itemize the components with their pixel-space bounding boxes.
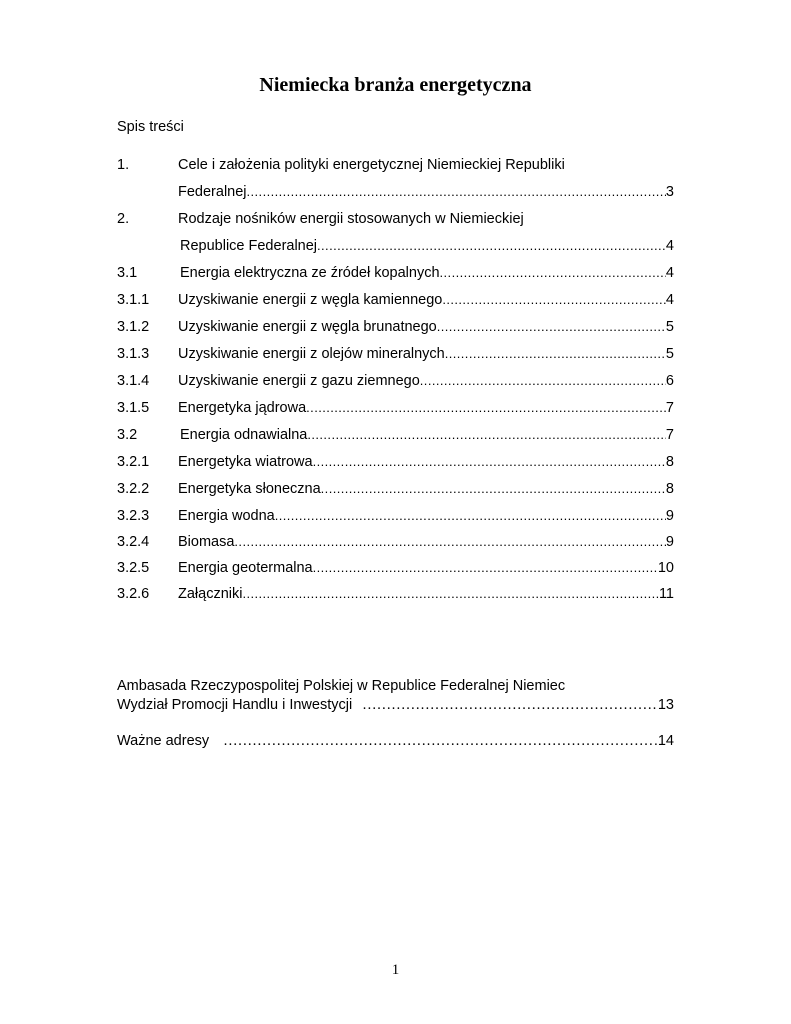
toc-entry[interactable] bbox=[117, 532, 674, 552]
toc-entry-page: 6 bbox=[665, 373, 674, 389]
embassy-section[interactable] bbox=[117, 677, 674, 715]
toc-entry[interactable] bbox=[117, 398, 674, 418]
toc-entry-title: Federalnej bbox=[178, 184, 247, 200]
toc-entry-page: 4 bbox=[665, 265, 674, 281]
toc-heading: Spis treści bbox=[117, 119, 184, 135]
toc-entry[interactable] bbox=[117, 452, 674, 472]
toc-entry-page: 11 bbox=[658, 586, 674, 602]
toc-entry-title: Republice Federalnej bbox=[180, 238, 318, 254]
toc-entry-continuation[interactable] bbox=[117, 182, 674, 202]
toc-entry[interactable] bbox=[117, 558, 674, 578]
toc-entry-number: 3.1.2 bbox=[117, 319, 150, 335]
toc-entry-number: 3.2.4 bbox=[117, 534, 150, 550]
leader-dots bbox=[313, 452, 666, 472]
toc-entry-page: 7 bbox=[665, 427, 674, 443]
toc-entry-title: Uzyskiwanie energii z olejów mineralnych bbox=[178, 346, 445, 362]
embassy-department: Wydział Promocji Handlu i Inwestycji bbox=[117, 697, 353, 713]
toc-entry-page: 8 bbox=[665, 481, 674, 497]
toc-entry[interactable] bbox=[117, 344, 674, 364]
leader-dots bbox=[306, 398, 666, 418]
toc-entry-number: 3.1.5 bbox=[117, 400, 150, 416]
toc-entry-page: 8 bbox=[665, 454, 674, 470]
leader-dots bbox=[275, 506, 666, 526]
leader-dots bbox=[209, 732, 654, 751]
leader-dots bbox=[442, 290, 666, 310]
toc-entry-number: 3.2.1 bbox=[117, 454, 150, 470]
toc-entry-title: Energetyka jądrowa bbox=[178, 400, 307, 416]
leader-dots bbox=[317, 236, 666, 256]
leader-dots bbox=[247, 182, 666, 202]
toc-entry-page: 7 bbox=[665, 400, 674, 416]
toc-entry-title: Energia elektryczna ze źródeł kopalnych bbox=[180, 265, 440, 281]
toc-entry-page: 13 bbox=[657, 697, 674, 713]
addresses-entry[interactable] bbox=[117, 732, 674, 751]
toc-entry-title: Rodzaje nośników energii stosowanych w Niemieckiej bbox=[178, 211, 524, 227]
toc-entry-number: 3.2.2 bbox=[117, 481, 150, 497]
leader-dots bbox=[307, 425, 666, 445]
toc-entry-number: 2. bbox=[117, 211, 130, 227]
toc-entry[interactable] bbox=[117, 584, 674, 604]
toc-entry-page: 5 bbox=[665, 319, 674, 335]
leader-dots bbox=[321, 479, 666, 499]
page-number: 1 bbox=[391, 962, 400, 978]
toc-entry-title: Energetyka słoneczna bbox=[178, 481, 321, 497]
toc-entry-title: Załączniki bbox=[178, 586, 243, 602]
toc-entry-title: Cele i założenia polityki energetycznej Niemieckiej Republiki bbox=[178, 157, 565, 173]
toc-entry[interactable] bbox=[117, 290, 674, 310]
toc-entry-page: 10 bbox=[657, 560, 674, 576]
toc-entry-number: 3.1.4 bbox=[117, 373, 150, 389]
toc-entry-number: 3.2.3 bbox=[117, 508, 150, 524]
toc-entry[interactable] bbox=[117, 479, 674, 499]
addresses-title: Ważne adresy bbox=[117, 733, 210, 749]
toc-entry-title: Energia geotermalna bbox=[178, 560, 313, 576]
toc-entry-page: 3 bbox=[665, 184, 674, 200]
leader-dots bbox=[242, 584, 658, 604]
toc-entry-title: Biomasa bbox=[178, 534, 235, 550]
toc-entry-title: Uzyskiwanie energii z węgla kamiennego bbox=[178, 292, 443, 308]
toc-entry-number: 3.1.1 bbox=[117, 292, 150, 308]
toc-entry-page: 4 bbox=[665, 238, 674, 254]
document-title: Niemiecka branża energetyczna bbox=[259, 74, 532, 96]
leader-dots bbox=[437, 317, 666, 337]
toc-entry[interactable] bbox=[117, 425, 674, 445]
leader-dots bbox=[420, 371, 666, 391]
leader-dots bbox=[313, 558, 658, 578]
toc-entry-title: Energia odnawialna bbox=[180, 427, 308, 443]
toc-entry[interactable] bbox=[117, 209, 674, 229]
toc-entry-title: Energetyka wiatrowa bbox=[178, 454, 313, 470]
toc-entry-title: Uzyskiwanie energii z węgla brunatnego bbox=[178, 319, 437, 335]
toc-entry-number: 3.2.5 bbox=[117, 560, 150, 576]
embassy-name: Ambasada Rzeczypospolitej Polskiej w Republice Federalnej Niemiec bbox=[117, 678, 566, 694]
toc-entry-number: 3.2.6 bbox=[117, 586, 150, 602]
toc-entry-continuation[interactable] bbox=[117, 236, 674, 256]
toc-entry-number: 3.2 bbox=[117, 427, 138, 443]
toc-entry-number: 3.1 bbox=[117, 265, 138, 281]
toc-entry[interactable] bbox=[117, 155, 674, 175]
toc-entry-page: 9 bbox=[665, 534, 674, 550]
leader-dots bbox=[445, 344, 666, 364]
leader-dots bbox=[440, 263, 666, 283]
toc-entry-page: .14 bbox=[653, 733, 674, 749]
toc-entry-number: 1. bbox=[117, 157, 130, 173]
leader-dots bbox=[352, 696, 658, 715]
toc-entry-title: Uzyskiwanie energii z gazu ziemnego bbox=[178, 373, 420, 389]
toc-entry-number: 3.1.3 bbox=[117, 346, 150, 362]
toc-entry-page: 4 bbox=[665, 292, 674, 308]
toc-entry[interactable] bbox=[117, 317, 674, 337]
leader-dots bbox=[234, 532, 666, 552]
toc-entry-page: 9 bbox=[665, 508, 674, 524]
toc-entry[interactable] bbox=[117, 506, 674, 526]
toc-entry[interactable] bbox=[117, 371, 674, 391]
toc-entry-page: 5 bbox=[665, 346, 674, 362]
toc-entry[interactable] bbox=[117, 263, 674, 283]
toc-entry-title: Energia wodna bbox=[178, 508, 275, 524]
